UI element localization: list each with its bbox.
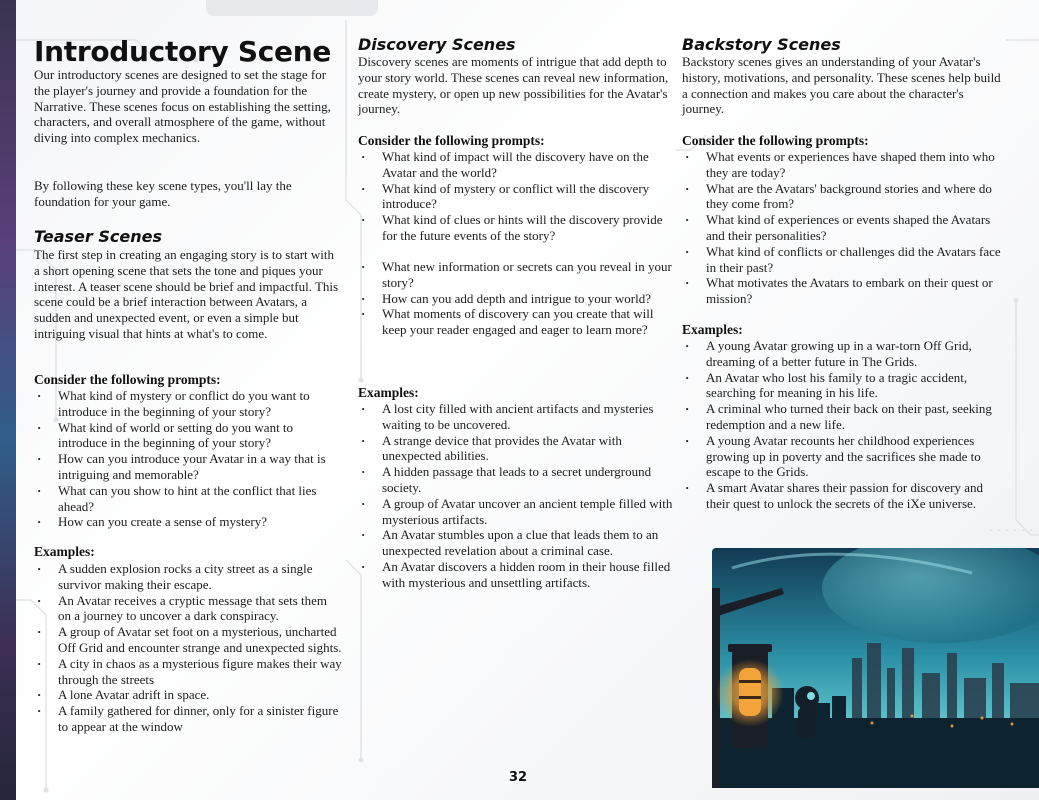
discovery-prompts-list — [358, 149, 676, 244]
backstory-examples-heading: Examples: — [682, 322, 743, 337]
discovery-examples-list — [358, 401, 676, 591]
list-item: · An Avatar stumbles upon a clue that leads them to an unexpected revelation about a criminal case. — [358, 527, 676, 559]
list-item: · A family gathered for dinner, only for a sinister figure to appear at the window — [34, 703, 342, 735]
backstory-prompts-heading: Consider the following prompts: — [682, 133, 869, 148]
list-item: · A lost city filled with ancient artifacts and mysteries waiting to be uncovered. — [358, 401, 676, 433]
backstory-examples-list — [682, 338, 1002, 512]
list-item: · A criminal who turned their back on their past, seeking redemption and a new life. — [682, 401, 1002, 433]
teaser-examples-heading: Examples: — [34, 544, 95, 559]
list-item: · What motivates the Avatars to embark on their quest or mission? — [682, 275, 1002, 307]
list-item: · A hidden passage that leads to a secret underground society. — [358, 464, 676, 496]
list-item: · A lone Avatar adrift in space. — [34, 687, 342, 703]
list-item: · An Avatar discovers a hidden room in their house filled with mysterious and unsettling artifacts. — [358, 559, 676, 591]
list-item: · An Avatar receives a cryptic message that sets them on a journey to uncover a dark conspiracy. — [34, 593, 342, 625]
list-item: · What events or experiences have shaped them into who they are today? — [682, 149, 1002, 181]
left-page-edge — [0, 0, 16, 800]
list-item: · A sudden explosion rocks a city street as a single survivor making their escape. — [34, 561, 342, 593]
list-item: · How can you add depth and intrigue to your world? — [358, 291, 676, 307]
backstory-scenes-title: Backstory Scenes — [682, 35, 841, 54]
teaser-paragraph: The first step in creating an engaging story is to start with a short opening scene that sets the tone and piques your interest. A teaser scene should be brief and impactful. This scene could be a brief interaction between Avatars, a sudden and unexpected event, or even a simple but intriguing visual that hints at what's to come. — [34, 247, 339, 341]
introductory-paragraph: Our introductory scenes are designed to set the stage for the player's journey and provide a foundation for the Narrative. These scenes focus on establishing the setting, characters, and overall atmosphere of the game, without diving into complex mechanics. — [34, 67, 331, 146]
teaser-prompts-heading: Consider the following prompts: — [34, 372, 221, 387]
list-item: · What kind of conflicts or challenges did the Avatars face in their past? — [682, 244, 1002, 276]
list-item: · A city in chaos as a mysterious figure makes their way through the streets — [34, 656, 342, 688]
list-item: · A smart Avatar shares their passion for discovery and their quest to unlock the secrets of the iXe universe. — [682, 480, 1002, 512]
list-item: · What kind of experiences or events shaped the Avatars and their personalities? — [682, 212, 1002, 244]
list-item: · What moments of discovery can you create that will keep your reader engaged and eager to learn more? — [358, 306, 676, 338]
sci-fi-cityscape-illustration — [712, 548, 1039, 788]
list-item: · What kind of clues or hints will the discovery provide for the future events of the story? — [358, 212, 676, 244]
backstory-prompts-list — [682, 149, 1002, 307]
list-item: · An Avatar who lost his family to a tragic accident, searching for meaning in his life. — [682, 370, 1002, 402]
list-item: · What kind of mystery or conflict will the discovery introduce? — [358, 181, 676, 213]
list-item: · A strange device that provides the Avatar with unexpected abilities. — [358, 433, 676, 465]
list-item: · What kind of mystery or conflict do you want to introduce in the beginning of your story? — [34, 388, 342, 420]
teaser-scenes-title: Teaser Scenes — [34, 227, 162, 246]
list-item: · How can you create a sense of mystery? — [34, 514, 342, 530]
discovery-paragraph: Discovery scenes are moments of intrigue that add depth to your story world. These scenes can reveal new information, create mystery, or open up new possibilities for the Avatar's journey. — [358, 54, 669, 117]
discovery-prompts-list-2 — [358, 259, 676, 338]
top-tab-decoration — [206, 0, 378, 16]
list-item: · What can you show to hint at the conflict that lies ahead? — [34, 483, 342, 515]
introductory-scene-title: Introductory Scene — [34, 35, 332, 68]
list-item: · A group of Avatar uncover an ancient temple filled with mysterious artifacts. — [358, 496, 676, 528]
list-item: · A young Avatar growing up in a war-torn Off Grid, dreaming of a better future in The Grids. — [682, 338, 1002, 370]
list-item: · What kind of impact will the discovery have on the Avatar and the world? — [358, 149, 676, 181]
discovery-prompts-heading: Consider the following prompts: — [358, 133, 545, 148]
backstory-paragraph: Backstory scenes gives an understanding of your Avatar's history, motivations, and personality. These scenes help build a connection and makes you care about the character's journey. — [682, 54, 1001, 117]
discovery-examples-heading: Examples: — [358, 385, 419, 400]
list-item: · What kind of world or setting do you want to introduce in the beginning of your story? — [34, 420, 342, 452]
teaser-prompts-list — [34, 388, 342, 530]
discovery-scenes-title: Discovery Scenes — [358, 35, 516, 54]
list-item: · A group of Avatar set foot on a mysterious, uncharted Off Grid and encounter strange and unexpected sights. — [34, 624, 342, 656]
teaser-examples-list — [34, 561, 342, 735]
list-item: · What new information or secrets can you reveal in your story? — [358, 259, 676, 291]
document-page — [16, 0, 1039, 800]
list-item: · How can you introduce your Avatar in a way that is intriguing and memorable? — [34, 451, 342, 483]
list-item: · A young Avatar recounts her childhood experiences growing up in poverty and the sacrifices she made to escape to the Grids. — [682, 433, 1002, 480]
list-item: · What are the Avatars' background stories and where do they come from? — [682, 181, 1002, 213]
page-number: 32 — [508, 770, 528, 785]
introductory-paragraph-2: By following these key scene types, you'll lay the foundation for your game. — [34, 178, 292, 209]
